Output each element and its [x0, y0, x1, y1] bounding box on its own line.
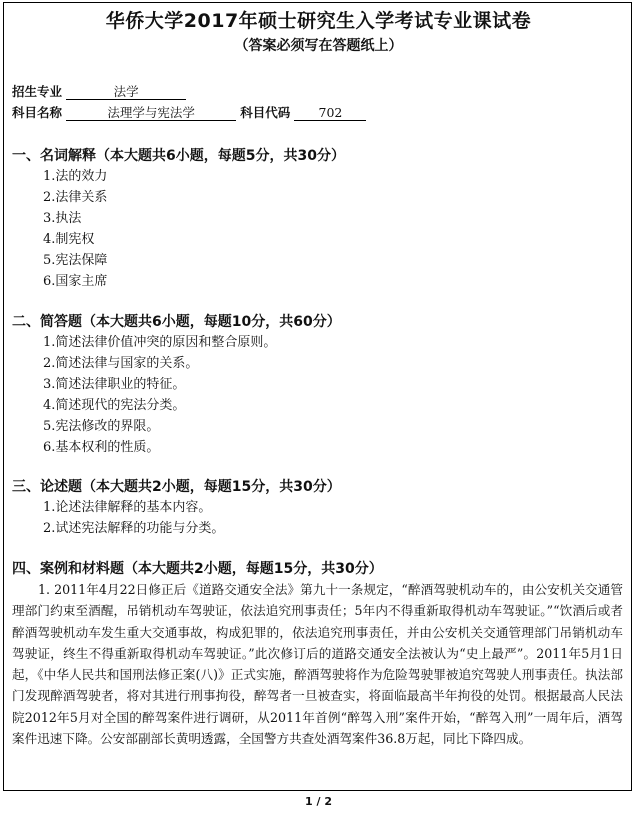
- major-value: 法学: [66, 84, 186, 100]
- question-item: 6.国家主席: [43, 274, 108, 289]
- question-list: [12, 497, 625, 539]
- section-terms: [12, 146, 625, 292]
- case-paragraph: 1. 2011年4月22日修正后《道路交通安全法》第九十一条规定，“醉酒驾驶机动车的，由公安机关交通管理部门约束至酒醒，吊销机动车驾驶证，依法追究刑事责任；5年内不得重新取得机动车驾驶证。”“饮酒后或者醉酒驾驶机动车发生重大交通事故，构成犯罪的，依法追究刑事责任，并由公安机关交通管理部门吊销机动车驾驶证，终生不得重新取得机动车驾驶证。”此次修订后的道路交通安全法被认为“史上最严”。2011年5月1日起，《中华人民共和国刑法修正案(八)》正式实施，醉酒驾驶将作为危险驾驶罪被追究驾驶人刑事责任。执法部门发现醉酒驾驶者，将对其进行刑事拘役，醉驾者一旦被查实，将面临最高半年拘役的处罚。根据最高人民法院2012年5月对全国的醉驾案件进行调研，从2011年首例“醉驾入刑”案件开始，“醉驾入刑”一周年后，酒驾案件迅速下降。公安部副部长黄明透露，全国警方共查处酒驾案件36.8万起，同比下降四成。: [12, 582, 623, 747]
- subject-value: 法理学与宪法学: [66, 105, 236, 121]
- question-item: 2.简述法律与国家的关系。: [43, 356, 199, 371]
- question-item: 1.简述法律价值冲突的原因和整合原则。: [43, 335, 277, 350]
- question-item: 5.宪法保障: [43, 253, 108, 268]
- question-list: [12, 166, 625, 292]
- section-short-answer: [12, 312, 625, 458]
- question-item: 3.简述法律职业的特征。: [43, 377, 186, 392]
- exam-title: 华侨大学2017年硕士研究生入学考试专业课试卷: [105, 10, 532, 32]
- question-item: 2.试述宪法解释的功能与分类。: [43, 521, 225, 536]
- exam-subtitle: （答案必须写在答题纸上）: [234, 38, 403, 54]
- major-label: 招生专业: [12, 84, 63, 99]
- section-heading: 二、简答题（本大题共6小题，每题10分，共60分）: [12, 314, 341, 330]
- section-heading: 三、论述题（本大题共2小题，每题15分，共30分）: [12, 479, 341, 495]
- question-item: 1.论述法律解释的基本内容。: [43, 500, 212, 515]
- major-row: [12, 82, 186, 100]
- section-heading: 一、名词解释（本大题共6小题，每题5分，共30分）: [12, 148, 345, 164]
- code-label: 科目代码: [240, 105, 291, 120]
- question-item: 3.执法: [43, 211, 82, 226]
- subject-label: 科目名称: [12, 105, 63, 120]
- page-number: 1 / 2: [305, 795, 332, 808]
- question-item: 2.法律关系: [43, 190, 108, 205]
- section-heading: 四、案例和材料题（本大题共2小题，每题15分，共30分）: [12, 561, 383, 577]
- code-value: 702: [294, 105, 366, 121]
- question-item: 5.宪法修改的界限。: [43, 419, 160, 434]
- question-item: 4.简述现代的宪法分类。: [43, 398, 186, 413]
- question-item: 1.法的效力: [43, 169, 108, 184]
- question-list: [12, 332, 625, 458]
- question-item: 4.制宪权: [43, 232, 95, 247]
- question-item: 6.基本权利的性质。: [43, 440, 160, 455]
- section-essay: [12, 477, 625, 539]
- section-case: [12, 559, 625, 749]
- subject-row: [12, 103, 366, 121]
